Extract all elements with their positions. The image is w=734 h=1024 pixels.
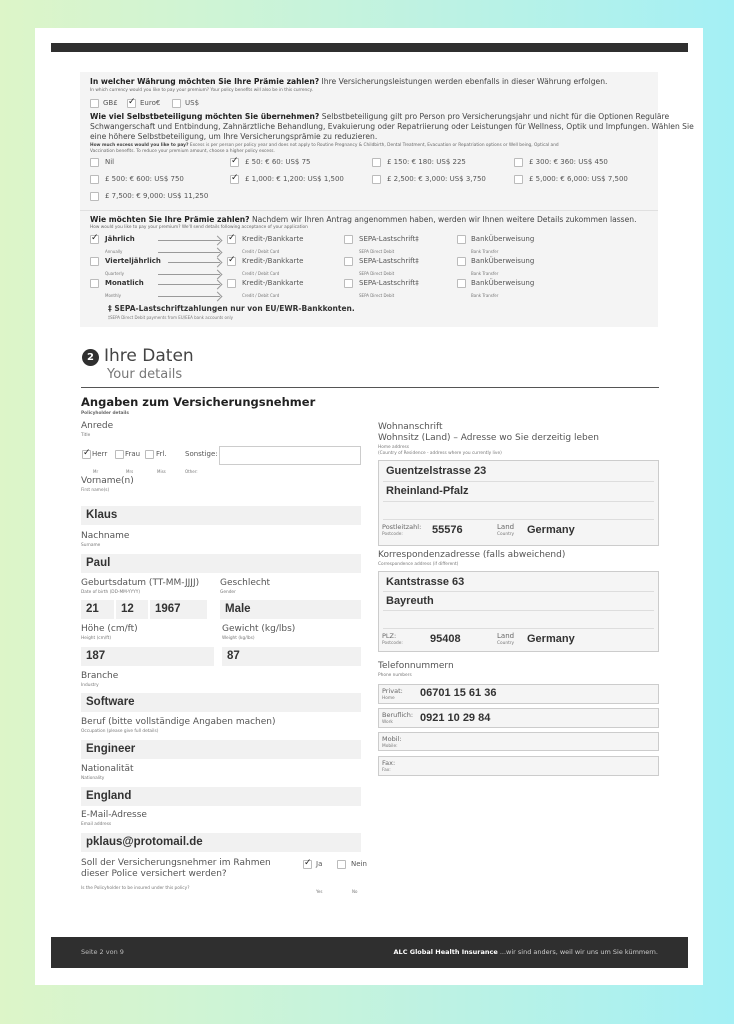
excess-question [90,112,669,121]
payment-question [90,215,637,224]
home-address-line2[interactable]: Rheinland-Pfalz [386,485,469,497]
excess-300-checkbox[interactable] [514,158,523,167]
title-miss-checkbox[interactable] [145,450,154,459]
form-page [35,28,703,985]
insured-yes-sub: Yes [316,889,323,894]
home-postcode-sub: Postcode: [382,532,403,537]
insured-sublabel: Is the Policyholder to be insured under this policy? [81,886,190,891]
bank-label-en: Bank Transfer [471,293,499,298]
home-address-sublabel2: (Country of Residence - address where you currently live) [378,451,502,456]
dob-sublabel: Date of birth (DD-MM-YYYY) [81,590,141,595]
phone-work-value[interactable]: 0921 10 29 84 [420,712,491,724]
phone-fax-label: Fax: [382,759,396,767]
corr-country-sub: Country [497,641,515,646]
currency-question-rest: Ihre Versicherungsleistungen werden ebenfalls in dieser Währung erfolgen. [321,77,608,86]
occupation-sublabel: Occupation (please give full details) [81,729,159,734]
first-name-sublabel: First name(s) [81,488,110,493]
address-line-divider [383,591,654,592]
nationality-input[interactable]: England [81,787,361,806]
insured-yes-checkbox[interactable] [303,860,312,869]
phones-sublabel: Phone numbers [378,673,412,678]
page-footer [51,937,688,968]
address-line-divider [383,628,654,629]
sepa-label: SEPA-Lastschrift‡ [359,235,419,243]
dob-year-input[interactable]: 1967 [150,600,207,619]
arrow-icon [168,262,220,263]
excess-text-en-2: Vaccination benefits. To reduce your premium amount, choose a higher policy excess. [90,149,275,154]
freq-annually-checkbox[interactable] [90,235,99,244]
title-other-input[interactable] [219,446,361,465]
currency-usd-label: US$ [185,99,200,107]
bank-label-en: Bank Transfer [471,249,499,254]
address-line-divider [383,610,654,611]
corr-address-sublabel: Correspondence address (if different) [378,562,459,567]
nationality-label: Nationalität [81,764,134,774]
freq-annually-sub: Annually [105,249,123,254]
phone-work-sub: Work [382,720,393,725]
excess-5000-checkbox[interactable] [514,175,523,184]
home-address-line1[interactable]: Guentzelstrasse 23 [386,465,487,477]
currency-gbp-label: GB£ [103,99,118,107]
payment-question-de: Wie möchten Sie Ihre Prämie zahlen? [90,215,250,224]
insured-no-checkbox[interactable] [337,860,346,869]
address-line-divider [383,501,654,502]
bank-label: BankÜberweisung [471,257,535,265]
title-other-sub: Other: [185,469,198,474]
corr-postcode-label: PLZ: [382,632,397,640]
phone-fax-sub: Fax: [382,768,391,773]
weight-sublabel: Weight (kg/lbs) [222,636,255,641]
phones-label: Telefonnummern [378,661,454,671]
excess-1000-checkbox[interactable] [230,175,239,184]
first-name-input[interactable]: Klaus [81,506,361,525]
title-mrs-checkbox[interactable] [115,450,124,459]
home-country-label: Land [497,523,515,531]
premium-options-panel [80,72,694,327]
excess-option-label: £ 500: € 600: US$ 750 [105,175,184,183]
email-label: E-Mail-Adresse [81,810,147,820]
phone-home-field[interactable] [378,684,659,704]
corr-country-label: Land [497,632,515,640]
sepa-label: SEPA-Lastschrift‡ [359,279,419,287]
excess-option-label: £ 2,500: € 3,000: US$ 3,750 [387,175,486,183]
title-mr-sub: Mr [93,469,99,474]
corr-country-value[interactable]: Germany [527,633,575,645]
insured-yes-label: Ja [316,860,323,868]
phone-home-value[interactable]: 06701 15 61 36 [420,687,497,699]
home-address-sublabel: Home address [378,445,409,450]
home-postcode-label: Postleitzahl: [382,523,422,531]
phone-fax-field[interactable] [378,756,659,776]
currency-gbp-checkbox[interactable] [90,99,99,108]
home-address-box [378,460,659,546]
freq-quarterly-checkbox[interactable] [90,257,99,266]
sepa-label-en: SEPA Direct Debit [359,249,395,254]
weight-input[interactable]: 87 [222,647,361,666]
bank-quarterly-checkbox[interactable] [457,257,466,266]
last-name-sublabel: Surname [81,543,101,548]
phone-work-label: Beruflich: [382,711,414,719]
excess-option-label: £ 50: € 60: US$ 75 [245,158,311,166]
industry-sublabel: Industry [81,683,99,688]
dob-day-input[interactable]: 21 [81,600,114,619]
insured-label-line2: dieser Police versichert werden? [81,869,227,879]
sepa-monthly-checkbox[interactable] [344,279,353,288]
arrow-icon [158,252,220,253]
bank-monthly-checkbox[interactable] [457,279,466,288]
card-label-en: Credit / Debit Card [242,249,280,254]
excess-text-en-1: Excess is per person per policy year and does not apply to Routine Pregnancy & Childbirth, Dental Treatment, Evacuation or Repatriation options or Well being, Optical and [189,143,559,148]
sepa-label: SEPA-Lastschrift‡ [359,257,419,265]
excess-option-label: £ 7,500: € 9,000: US$ 11,250 [105,192,209,200]
bank-label: BankÜberweisung [471,235,535,243]
gender-sublabel: Gender [220,590,236,595]
corr-address-box [378,571,659,652]
card-monthly-checkbox[interactable] [227,279,236,288]
section-rule [81,387,659,388]
address-line-divider [383,519,654,520]
insured-no-label: Nein [351,860,367,868]
arrow-icon [158,284,220,285]
payment-question-en: How would you like to pay your premium? We'll send details following acceptance of your application [90,225,308,230]
insured-no-sub: No [352,889,358,894]
card-label: Kredit-/Bankkarte [242,235,304,243]
sepa-note: ‡ SEPA-Lastschriftzahlungen nur von EU/EWR-Bankkonten. [108,304,355,313]
height-label: Höhe (cm/ft) [81,624,138,634]
dob-label: Geburtsdatum (TT-MM-JJJJ) [81,578,200,588]
currency-question [90,77,607,86]
title-miss-label: Frl. [156,450,167,458]
excess-option-label: £ 150: € 180: US$ 225 [387,158,466,166]
last-name-label: Nachname [81,531,130,541]
sepa-note-en: ‡SEPA Direct Debit payments from EU/EEA bank accounts only [108,315,233,320]
home-postcode-value[interactable]: 55576 [432,524,463,536]
title-sublabel: Title [81,433,91,438]
occupation-input[interactable]: Engineer [81,740,361,759]
currency-question-en: In which currency would you like to pay your premium? Your policy benefits will also be in this currency. [90,88,313,93]
excess-50-checkbox[interactable] [230,158,239,167]
title-mrs-label: Frau [125,450,141,458]
card-label-en: Credit / Debit Card [242,271,280,276]
title-other-label: Sonstige: [185,450,218,458]
bank-annually-checkbox[interactable] [457,235,466,244]
corr-address-line1[interactable]: Kantstrasse 63 [386,576,465,588]
section-number-badge: 2 [82,349,99,366]
footer-slogan: ...wir sind anders, weil wir uns um Sie kümmern. [499,948,658,956]
excess-text-line1: Selbstbeteiligung gilt pro Person pro Versicherungsjahr und nicht für die Optionen Reguläre [321,112,670,121]
title-label: Anrede [81,421,114,431]
card-annually-checkbox[interactable] [227,235,236,244]
height-input[interactable]: 187 [81,647,214,666]
excess-nil-checkbox[interactable] [90,158,99,167]
card-label: Kredit-/Bankkarte [242,279,304,287]
freq-monthly-checkbox[interactable] [90,279,99,288]
footer-brand: ALC Global Health Insurance [393,948,498,956]
email-input[interactable]: pklaus@protomail.de [81,833,361,852]
excess-option-label: £ 1,000: € 1,200: US$ 1,500 [245,175,344,183]
arrow-icon [158,274,220,275]
phone-mobile-field[interactable] [378,732,659,751]
arrow-icon [158,296,220,297]
currency-eur-label: Euro€ [140,99,161,107]
currency-eur-checkbox[interactable] [127,99,136,108]
dob-month-input[interactable]: 12 [116,600,148,619]
home-address-label2: Wohnsitz (Land) – Adresse wo Sie derzeitig leben [378,433,599,443]
bank-label: BankÜberweisung [471,279,535,287]
home-country-value[interactable]: Germany [527,524,575,536]
header-bar [51,43,688,52]
excess-150-checkbox[interactable] [372,158,381,167]
phone-home-sub: Home [382,696,395,701]
card-label-en: Credit / Debit Card [242,293,280,298]
occupation-label: Beruf (bitte vollständige Angaben machen) [81,717,276,727]
freq-quarterly-sub: Quarterly [105,271,124,276]
arrow-icon [158,240,220,241]
title-mrs-sub: Mrs [126,469,134,474]
phone-mobile-label: Mobil: [382,735,402,743]
phone-work-field[interactable] [378,708,659,728]
corr-address-line2[interactable]: Bayreuth [386,595,434,607]
sepa-label-en: SEPA Direct Debit [359,271,395,276]
currency-question-de: In welcher Währung möchten Sie Ihre Prämie zahlen? [90,77,320,86]
policyholder-heading: Angaben zum Versicherungsnehmer [81,395,316,409]
excess-7500-checkbox[interactable] [90,192,99,201]
excess-text-line2: Schwangerschaft und Entbindung, Zahnärztliche Behandlung, Evakuierung oder Repatriierung oder Leistungen für Wellness, Optik und Impfungen. Wählen Sie [90,122,694,131]
freq-monthly-sub: Monthly [105,293,122,298]
section-title-de: Ihre Daten [104,346,194,366]
panel-divider [80,210,658,211]
freq-quarterly-label: Vierteljährlich [105,257,161,265]
excess-option-label: £ 5,000: € 6,000: US$ 7,500 [529,175,628,183]
home-country-sub: Country [497,532,515,537]
address-line-divider [383,481,654,482]
weight-label: Gewicht (kg/lbs) [222,624,296,634]
excess-option-label: Nil [105,158,115,166]
phone-home-label: Privat: [382,687,403,695]
page-number: Seite 2 von 9 [81,948,124,956]
last-name-input[interactable]: Paul [81,554,361,573]
first-name-label: Vorname(n) [81,476,134,486]
currency-usd-checkbox[interactable] [172,99,181,108]
freq-annually-label: Jährlich [105,235,135,243]
corr-postcode-sub: Postcode: [382,641,403,646]
corr-address-label: Korrespondenzadresse (falls abweichend) [378,550,566,560]
excess-2500-checkbox[interactable] [372,175,381,184]
sepa-quarterly-checkbox[interactable] [344,257,353,266]
gender-input[interactable]: Male [220,600,361,619]
email-sublabel: Email address [81,822,112,827]
section-title-en: Your details [107,367,183,382]
card-label: Kredit-/Bankkarte [242,257,304,265]
home-address-label: Wohnanschrift [378,422,443,432]
excess-question-en-bold: How much excess would you like to pay? [90,143,189,148]
sepa-annually-checkbox[interactable] [344,235,353,244]
footer-brand-line [394,948,658,956]
industry-label: Branche [81,671,119,681]
industry-input[interactable]: Software [81,693,361,712]
gender-label: Geschlecht [220,578,271,588]
title-mr-checkbox[interactable] [82,450,91,459]
card-quarterly-checkbox[interactable] [227,257,236,266]
insured-label-line1: Soll der Versicherungsnehmer im Rahmen [81,858,271,868]
corr-postcode-value[interactable]: 95408 [430,633,461,645]
payment-question-rest: Nachdem wir Ihren Antrag angenommen haben, werden wir Ihnen weitere Details zukommen lassen. [251,215,637,224]
freq-monthly-label: Monatlich [105,279,144,287]
bank-label-en: Bank Transfer [471,271,499,276]
title-miss-sub: Miss [157,469,166,474]
policyholder-heading-en: Policyholder details [81,411,129,416]
excess-500-checkbox[interactable] [90,175,99,184]
excess-question-en [90,143,559,148]
height-sublabel: Height (cm/ft) [81,636,112,641]
nationality-sublabel: Nationality [81,776,105,781]
phone-mobile-sub: Mobile: [382,744,398,749]
sepa-label-en: SEPA Direct Debit [359,293,395,298]
title-mr-label: Herr [92,450,108,458]
excess-text-line3: eine höhere Selbstbeteiligung, um Ihre Versicherungsprämie zu reduzieren. [90,132,378,141]
excess-question-de: Wie viel Selbstbeteiligung möchten Sie übernehmen? [90,112,320,121]
excess-option-label: £ 300: € 360: US$ 450 [529,158,608,166]
